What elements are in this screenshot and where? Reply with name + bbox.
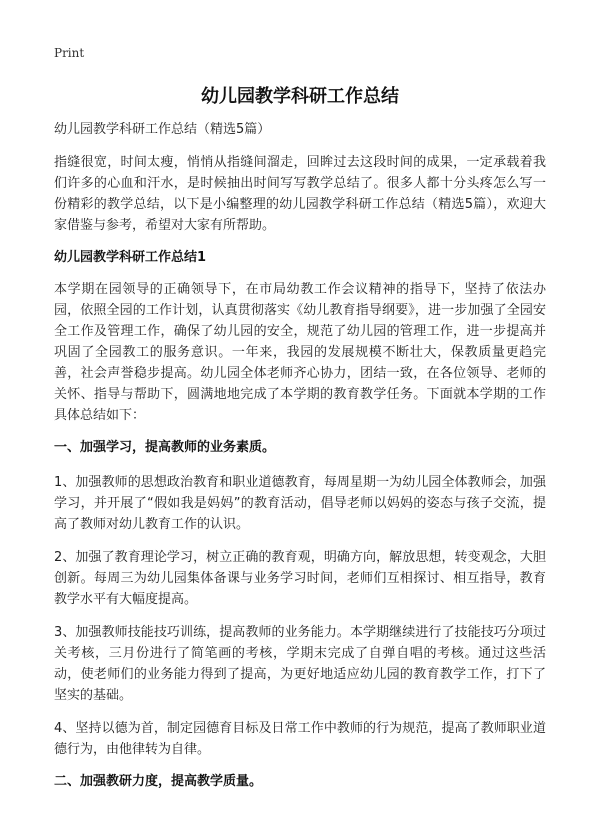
intro-paragraph: 指缝很宽，时间太瘦，悄悄从指缝间溜走，回眸过去这段时间的成果，一定承载着我们许多的心血和汗水，是时候抽出时间写写教学总结了。很多人都十分头疼怎么写一份精彩的教学总结，以下是小编整理的幼儿园教学科研工作总结（精选5篇），欢迎大家借鉴与参考，希望对大家有所帮助。 [54,155,546,233]
section-1-item: 2、加强了教育理论学习，树立正确的教育观，明确方向，解放思想，转变观念，大胆创新。每周三为幼儿园集体备课与业务学习时间，老师们互相探讨、相互指导，教育教学水平有大幅度提高。 [54,550,546,607]
section-1-item: 4、坚持以德为首，制定园德育目标及日常工作中教师的行为规范，提高了教师职业道德行为，由他律转为自律。 [54,721,546,757]
section-1-heading: 一、加强学习，提高教师的业务素质。 [54,440,276,455]
article-heading: 幼儿园教学科研工作总结1 [54,250,207,265]
section-1-item: 1、加强教师的思想政治教育和职业道德教育，每周星期一为幼儿园全体教师会，加强学习，并开展了“假如我是妈妈”的教育活动，倡导老师以妈妈的姿态与孩子交流，提高了教师对幼儿教育工作的认识。 [54,475,546,532]
section-1-item: 3、加强教师技能技巧训练，提高教师的业务能力。本学期继续进行了技能技巧分项过关考核，三月份进行了简笔画的考核，学期末完成了自弹自唱的考核。通过这些活动，使老师们的业务能力得到了提高，为更好地适应幼儿园的教育教学工作，打下了坚实的基础。 [54,625,546,703]
page-title: 幼儿园教学科研工作总结 [201,86,399,107]
subtitle: 幼儿园教学科研工作总结（精选5篇） [54,122,271,137]
section-2-heading: 二、加强教研力度，提高教学质量。 [54,774,263,789]
article-body [54,120,546,806]
print-link[interactable]: Print [54,46,85,60]
article-intro-paragraph: 本学期在园领导的正确领导下，在市局幼教工作会议精神的指导下，坚持了依法办园，依照全园的工作计划，认真贯彻落实《幼儿教育指导纲要》，进一步加强了全园安全工作及管理工作，确保了幼儿园的安全，规范了幼儿园的管理工作，进一步提高并巩固了全园教工的服务意识。一年来，我园的发展规模不断壮大，保教质量更趋完善，社会声誉稳步提高。幼儿园全体老师齐心协力，团结一致，在各位领导、老师的关怀、指导与帮助下，圆满地地完成了本学期的教育教学任务。下面就本学期的工作具体总结如下： [54,282,546,423]
